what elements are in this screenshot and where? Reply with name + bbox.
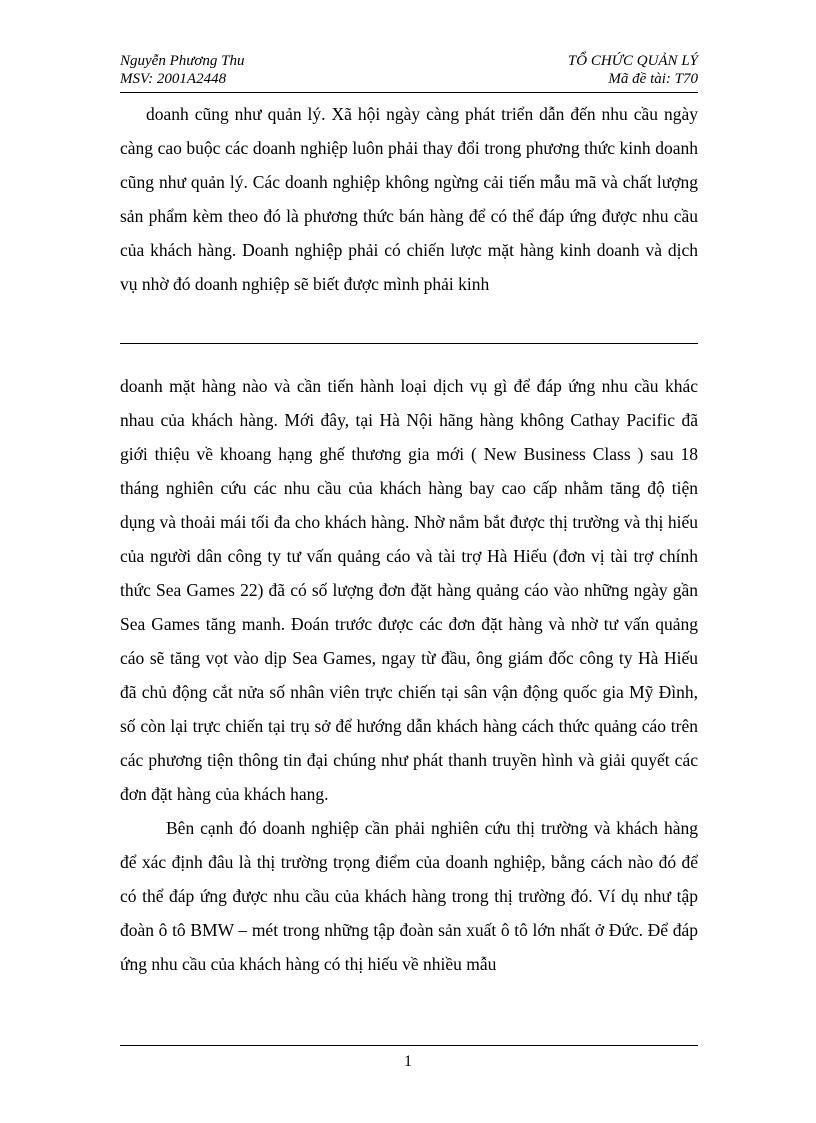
header-divider bbox=[120, 92, 698, 93]
subject-title: TỔ CHỨC QUẢN LÝ bbox=[567, 53, 698, 69]
student-id: MSV: 2001A2448 bbox=[120, 71, 227, 87]
paragraph: doanh mặt hàng nào và cần tiến hành loại dịch vụ gì để đáp ứng nhu cầu khác nhau của khách hàng. Mới đây, tại Hà Nội hãng hàng không Cathay Pacific đã giới thiệu về khoang hạng ghế thương gia mới ( New Business Class ) sau 18 tháng nghiên cứu các nhu cầu của khách hàng bay cao cấp nhằm tăng độ tiện dụng và thoải mái tối đa cho khách hàng. Nhờ nắm bắt được thị trường và thị hiếu của người dân công ty tư vấn quảng cáo và tài trợ Hà Hiếu (đơn vị tài trợ chính thức Sea Games 22) đã có số lượng đơn đặt hàng quảng cáo vào những ngày gần Sea Games tăng manh. Đoán trước được các đơn đặt hàng và nhờ tư vấn quảng cáo sẽ tăng vọt vào dịp Sea Games, ngay từ đầu, ông giám đốc công ty Hà Hiếu đã chủ động cắt nửa số nhân viên trực chiến tại sân vận động quốc gia Mỹ Đình, số còn lại trực chiến tại trụ sở để hướng dẫn khách hàng cách thức quảng cáo trên các phương tiện thông tin đại chúng như phát thanh truyền hình và giải quyết các đơn đặt hàng của khách hang. bbox=[120, 376, 698, 804]
footer-divider bbox=[120, 1045, 698, 1046]
section-divider bbox=[120, 343, 698, 344]
author-name: Nguyễn Phương Thu bbox=[120, 53, 245, 69]
topic-code: Mã đề tài: T70 bbox=[608, 71, 698, 87]
page-number: 1 bbox=[404, 1053, 412, 1070]
paragraph: Bên cạnh đó doanh nghiệp cần phải nghiên cứu thị trường và khách hàng để xác định đâu là thị trường trọng điểm của doanh nghiệp, bằng cách nào đó để có thể đáp ứng được nhu cầu của khách hàng trong thị trường đó. Ví dụ như tập đoàn ô tô BMW – mét trong những tập đoàn sản xuất ô tô lớn nhất ở Đức. Để đáp ứng nhu cầu của khách hàng có thị hiếu về nhiều mẫu bbox=[120, 818, 698, 974]
header-left bbox=[120, 52, 245, 88]
text-block-top bbox=[120, 97, 698, 301]
paragraph: doanh cũng như quản lý. Xã hội ngày càng phát triển dẫn đến nhu cầu ngày càng cao buộc các doanh nghiệp luôn phải thay đổi trong phương thức kinh doanh cũng như quản lý. Các doanh nghiệp không ngừng cải tiến mẫu mã và chất lượng sản phẩm kèm theo đó là phương thức bán hàng để có thể đáp ứng được nhu cầu của khách hàng. Doanh nghiệp phải có chiến lược mặt hàng kinh doanh và dịch vụ nhờ đó doanh nghiệp sẽ biết được mình phải kinh bbox=[120, 104, 698, 294]
header-right bbox=[568, 52, 698, 88]
text-block-main bbox=[120, 369, 698, 981]
